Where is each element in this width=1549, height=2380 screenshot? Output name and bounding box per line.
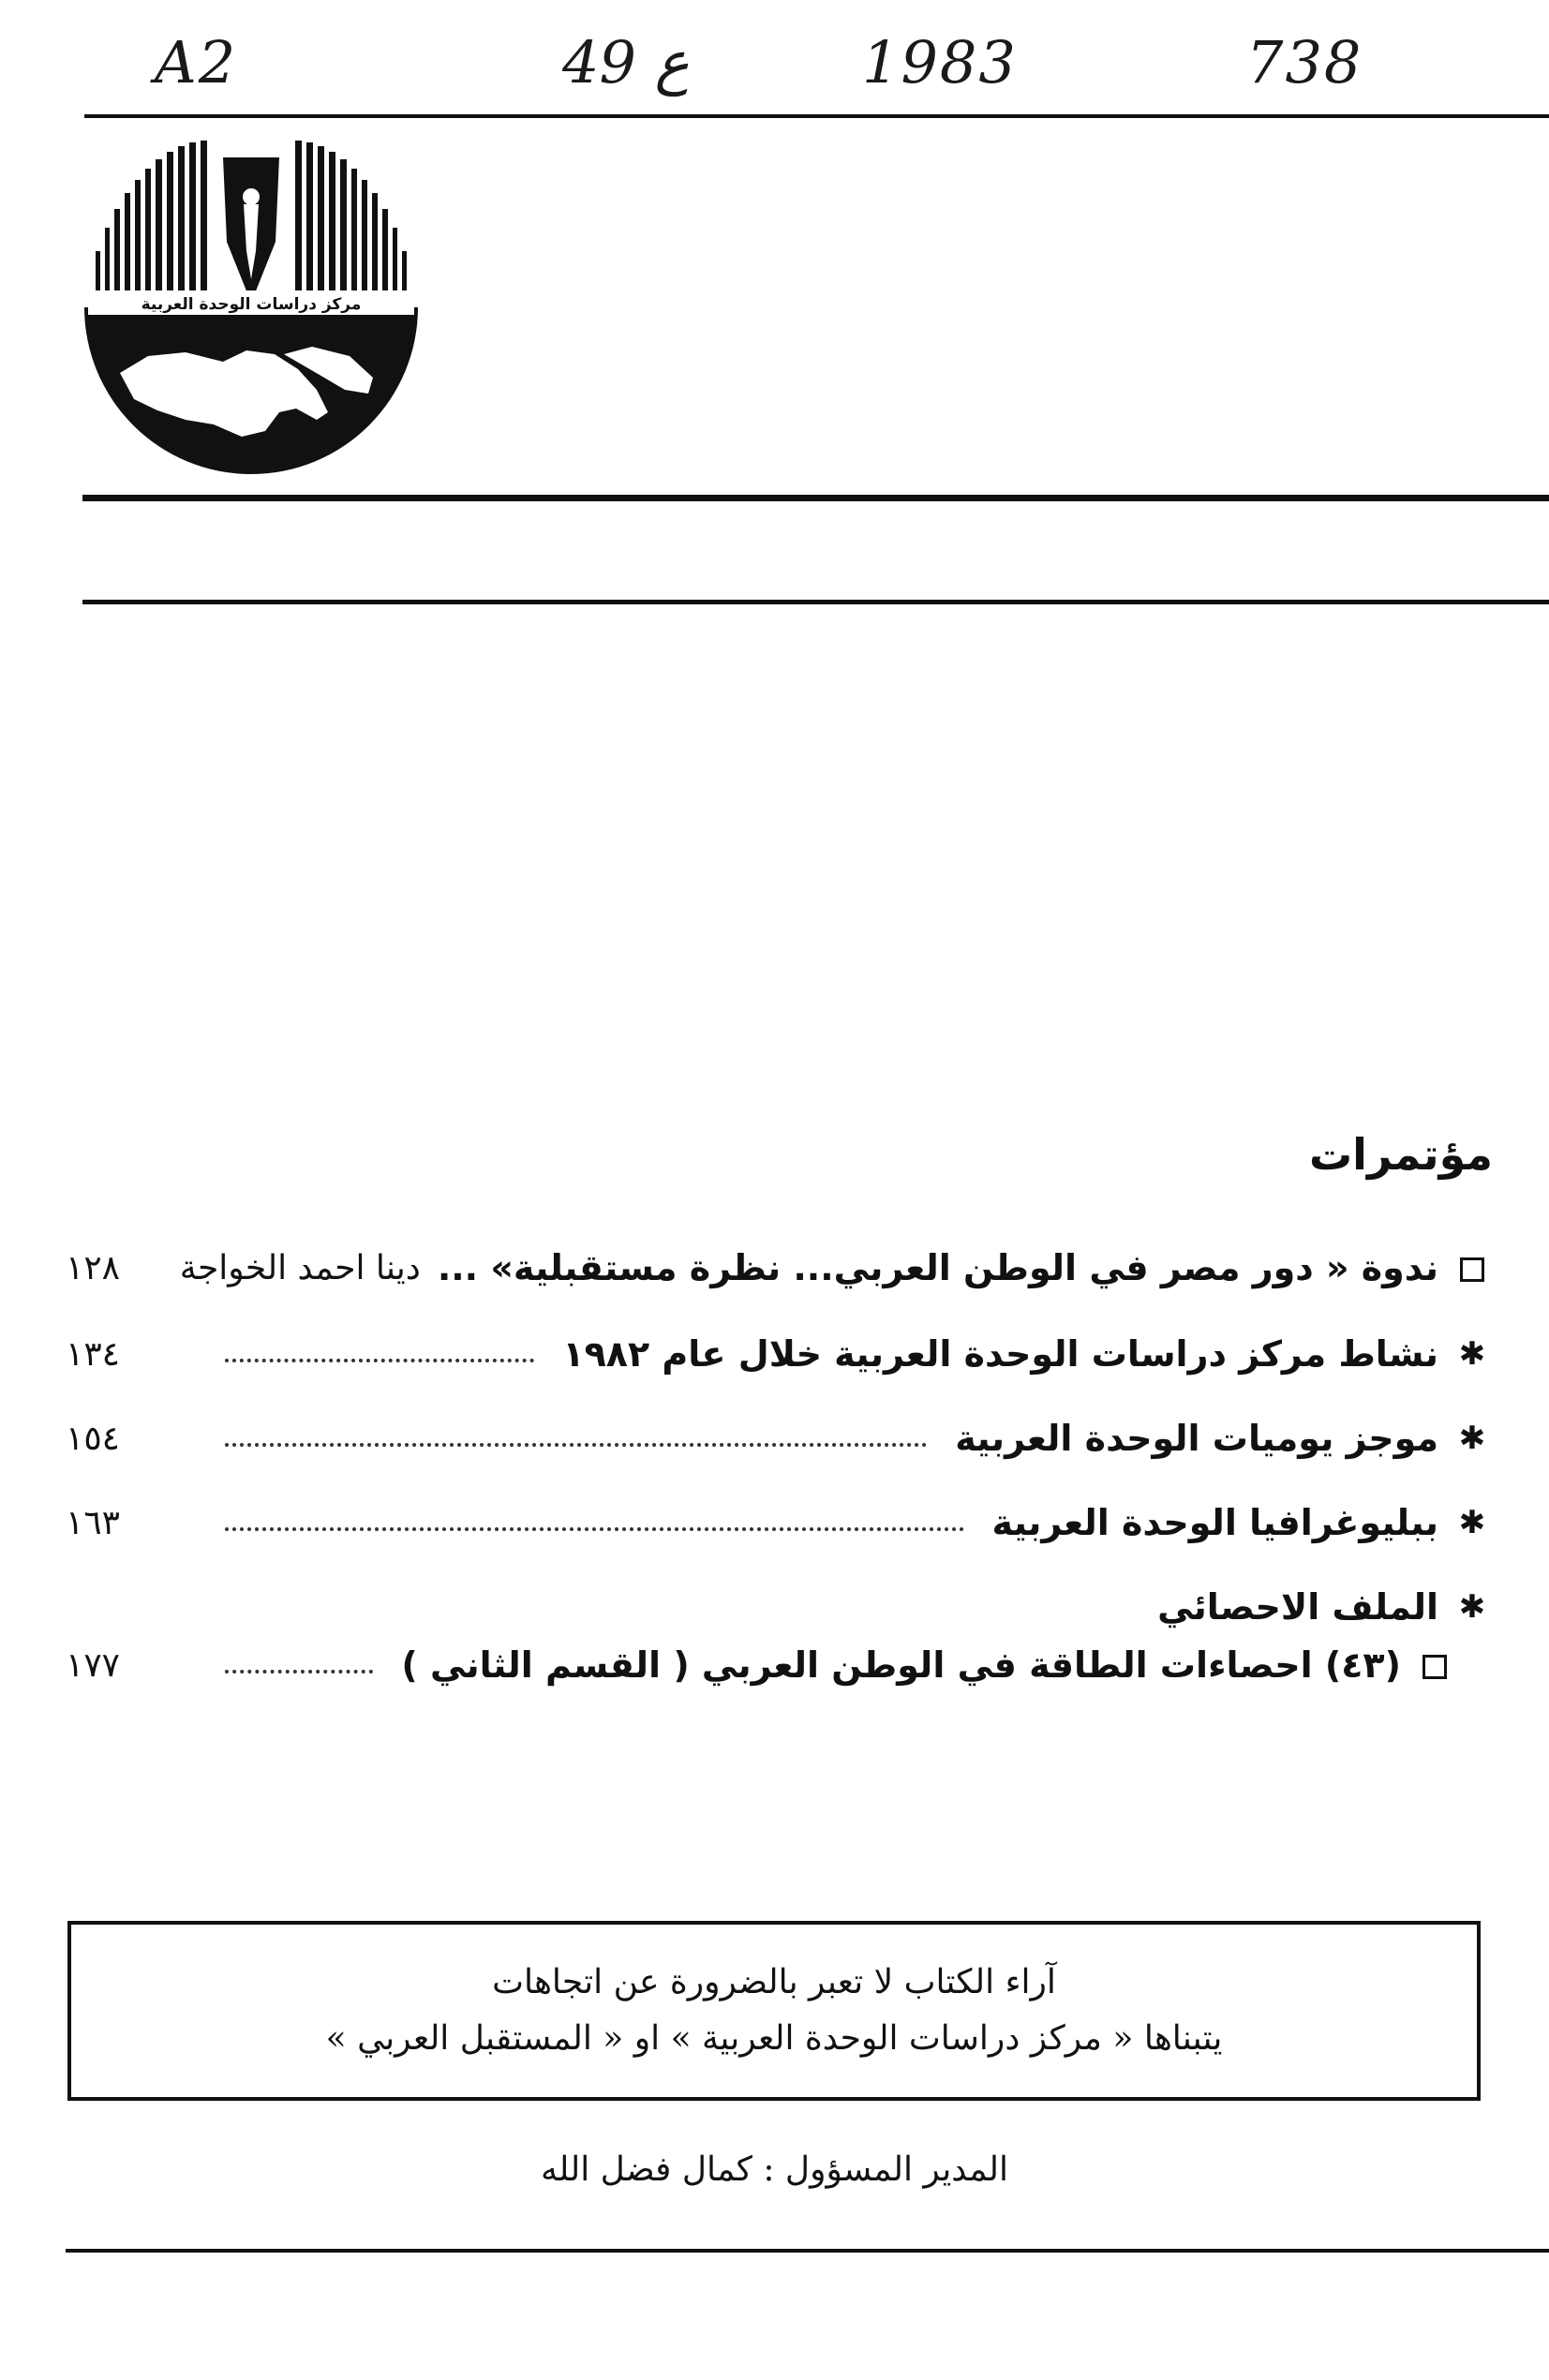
section-title: مؤتمرات bbox=[1308, 1129, 1493, 1180]
director-credit: المدير المسؤول : كمال فضل الله bbox=[541, 2150, 1008, 2189]
dot-leader bbox=[225, 1670, 373, 1673]
toc-entry-2[interactable] bbox=[66, 1321, 1493, 1387]
dot-leader bbox=[225, 1443, 927, 1447]
handwritten-note-issue: 49 ع bbox=[562, 28, 690, 97]
toc-entry-page: ١٢٨ bbox=[66, 1248, 121, 1287]
toc-entry-6[interactable] bbox=[66, 1632, 1455, 1698]
dot-leader bbox=[225, 1527, 964, 1531]
logo-bottom-rule bbox=[82, 495, 1549, 501]
center-logo bbox=[82, 139, 420, 476]
toc-entry-title: موجز يوميات الوحدة العربية bbox=[955, 1418, 1438, 1459]
toc-entry-title: (٤٣) احصاءات الطاقة في الوطن العربي ( القسم الثاني ) bbox=[401, 1644, 1401, 1686]
toc-entry-4[interactable] bbox=[66, 1490, 1493, 1555]
toc-entry-title: نشاط مركز دراسات الوحدة العربية خلال عام ١٩٨٢ bbox=[562, 1333, 1438, 1375]
toc-entry-page: ١٥٤ bbox=[66, 1419, 121, 1458]
toc-entry-5[interactable] bbox=[66, 1574, 1493, 1640]
toc-entry-title: ندوة « دور مصر في الوطن العربي... نظرة مستقبلية» ... bbox=[437, 1247, 1438, 1288]
toc-entry-page: ١٣٤ bbox=[66, 1334, 121, 1374]
toc-entry-1[interactable] bbox=[66, 1235, 1493, 1301]
asterisk-icon: ✱ bbox=[1458, 1504, 1486, 1541]
handwritten-note-number: 738 bbox=[1246, 28, 1363, 97]
disclaimer-line-2: يتبناها « مركز دراسات الوحدة العربية » او « المستقبل العربي » bbox=[325, 2019, 1223, 2058]
toc-entry-title: ببليوغرافيا الوحدة العربية bbox=[991, 1502, 1438, 1543]
handwritten-note-a2: A2 bbox=[155, 28, 238, 97]
toc-entry-3[interactable] bbox=[66, 1406, 1493, 1471]
asterisk-icon: ✱ bbox=[1458, 1588, 1486, 1626]
header-rule bbox=[84, 114, 1549, 118]
toc-entry-author: دينا احمد الخواجة bbox=[179, 1248, 421, 1287]
disclaimer-box bbox=[67, 1921, 1481, 2101]
toc-entry-title: الملف الاحصائي bbox=[1157, 1586, 1438, 1628]
dot-leader bbox=[225, 1359, 534, 1362]
toc-entry-page: ١٧٧ bbox=[66, 1645, 121, 1685]
section-top-rule bbox=[82, 600, 1549, 604]
asterisk-icon: ✱ bbox=[1458, 1335, 1486, 1373]
checkbox-icon bbox=[1414, 1646, 1455, 1684]
logo-text: مركز دراسات الوحدة العربية bbox=[141, 295, 362, 314]
checkbox-icon bbox=[1452, 1249, 1493, 1287]
asterisk-icon: ✱ bbox=[1458, 1420, 1486, 1457]
disclaimer-line-1: آراء الكتاب لا تعبر بالضرورة عن اتجاهات bbox=[492, 1963, 1056, 2001]
handwritten-note-year: 1983 bbox=[862, 28, 1018, 97]
toc-entry-page: ١٦٣ bbox=[66, 1503, 121, 1542]
footer-rule bbox=[66, 2249, 1549, 2253]
